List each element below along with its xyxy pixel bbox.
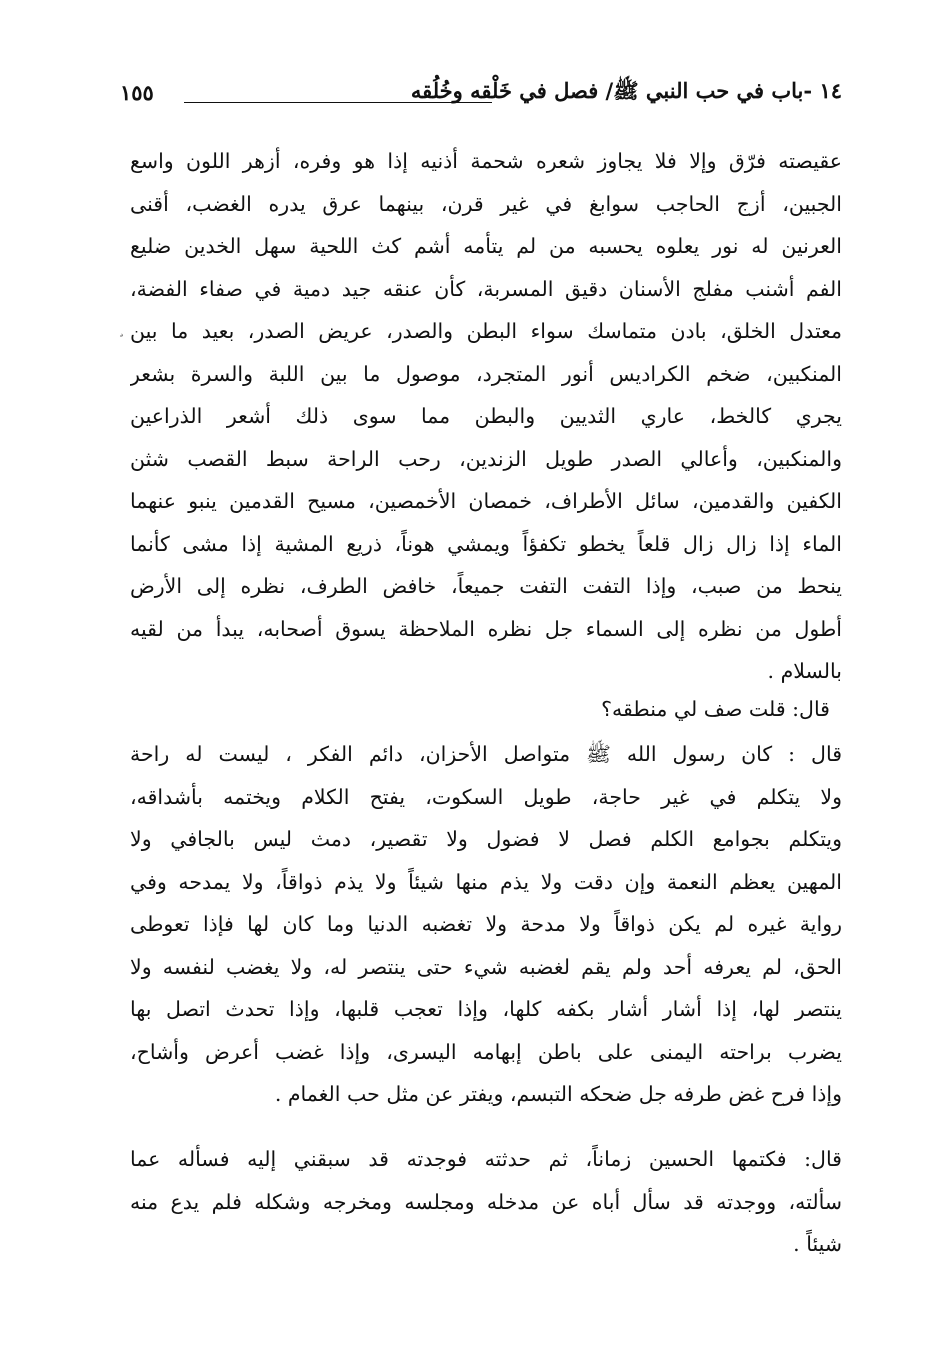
text-line: الحق، لم يعرفه أحد ولم يقم لغضبه شيء حتى ينتصر له، ولا يغضب لنفسه ولا bbox=[130, 954, 842, 979]
text-line: الكفين والقدمين، سائل الأطراف، خمصان الأخمصين، مسيح القدمين ينبو عنهما bbox=[130, 489, 842, 513]
paragraph-speech bbox=[130, 733, 842, 1116]
text-line: الفم أشنب مفلج الأسنان دقيق المسربة، كأن عنقه جيد دمية في صفاء الفضة، bbox=[130, 276, 842, 301]
text-line: ولا يتكلم في غير حاجة، طويل السكوت، يفتح الكلام ويختمه بأشداقه، bbox=[130, 784, 842, 809]
page-number: ١٥٥ bbox=[120, 80, 154, 105]
text-line: المنكبين، ضخم الكراديس أنور المتجرد، موصول ما بين اللبة والسرة بشعر bbox=[130, 361, 842, 386]
text-line: أطول من نظره إلى السماء جل نظره الملاحظة يسوق أصحابه، يبدأ من لقيه bbox=[130, 616, 842, 641]
paragraph-description bbox=[130, 140, 842, 693]
text-line: معتدل الخلق، بادن متماسك سواء البطن والصدر، عريض الصدر، بعيد ما بين bbox=[130, 319, 842, 343]
text-line: وإذا فرح غض طرفه جل ضحكه التبسم، ويفتر عن مثل حب الغمام . bbox=[274, 1082, 842, 1106]
text-line: رواية غيره لم يكن ذواقاً ولا مدحة ولا تغضبه الدنيا وما كان لها فإذا تعوطى bbox=[130, 912, 842, 936]
text-line: قال: فكتمها الحسين زماناً، ثم حدثته فوجدته قد سبقني إليه فسأله عما bbox=[130, 1147, 842, 1171]
text-line: المهين يعظم النعمة وإن دقت ولا يذم منها شيئاً ولا يذم ذواقاً، ولا يمدحه وفي bbox=[130, 869, 842, 894]
paragraph-closing bbox=[130, 1138, 842, 1266]
text-line: بالسلام . bbox=[767, 659, 842, 683]
text-line: الماء إذا زال زال قلعاً يخطو تكفؤاً ويمشي هوناً، ذريع المشية إذا مشى كأنما bbox=[130, 531, 842, 556]
text-line: ينتصر لها، إذا أشار أشار بكفه كلها، وإذا تعجب قلبها، وإذا تحدث اتصل بها bbox=[130, 997, 842, 1021]
text-line: ينحط من صبب، وإذا التفت التفت جميعاً، خافض الطرف، نظره إلى الأرض bbox=[130, 574, 842, 598]
text-line: ويتكلم بجوامع الكلم فصل لا فضول ولا تقصير، دمث ليس بالجافي ولا bbox=[130, 827, 842, 851]
text-line: عقيصته فرّق وإلا فلا يجاوز شعره شحمة أذنيه إذا هو وفره، أزهر اللون واسع bbox=[130, 149, 842, 173]
text-line: الجبين، أزج الحاجب سوابغ في غير قرن، بينهما عرق يدره الغضب، أقنى bbox=[130, 191, 842, 216]
text-line: العرنين له نور يعلوه يحسبه من لم يتأمه أشم كث اللحية سهل الخدين ضليع bbox=[130, 234, 842, 258]
header-title: ١٤ -باب في حب النبي ﷺ/ فصل في خَلْقه وخُلُقه bbox=[410, 78, 842, 103]
paragraph-question bbox=[130, 688, 842, 731]
header-rule bbox=[184, 102, 492, 103]
running-header bbox=[120, 78, 842, 120]
margin-mark: ¸ bbox=[118, 322, 125, 338]
text-line: قال: قلت صف لي منطقه؟ bbox=[601, 697, 830, 721]
text-line: قال : كان رسول الله ﷺ متواصل الأحزان، دائم الفكر ، ليست له راحة bbox=[130, 742, 842, 766]
text-line: والمنكبين، وأعالي الصدر طويل الزندين، رحب الراحة سبط القصب شثن bbox=[130, 446, 842, 471]
text-line: يجري كالخط، عاري الثديين والبطن مما سوى ذلك أشعر الذراعين bbox=[130, 404, 842, 428]
text-line: شيئاً . bbox=[793, 1232, 842, 1256]
text-line: سألته، ووجدته قد سأل أباه عن مدخله ومجلسه ومخرجه وشكله فلم يدع منه bbox=[130, 1189, 842, 1214]
text-line: يضرب براحته اليمنى على باطن إبهامه اليسرى، وإذا غضب أعرض وأشاح، bbox=[130, 1039, 842, 1064]
